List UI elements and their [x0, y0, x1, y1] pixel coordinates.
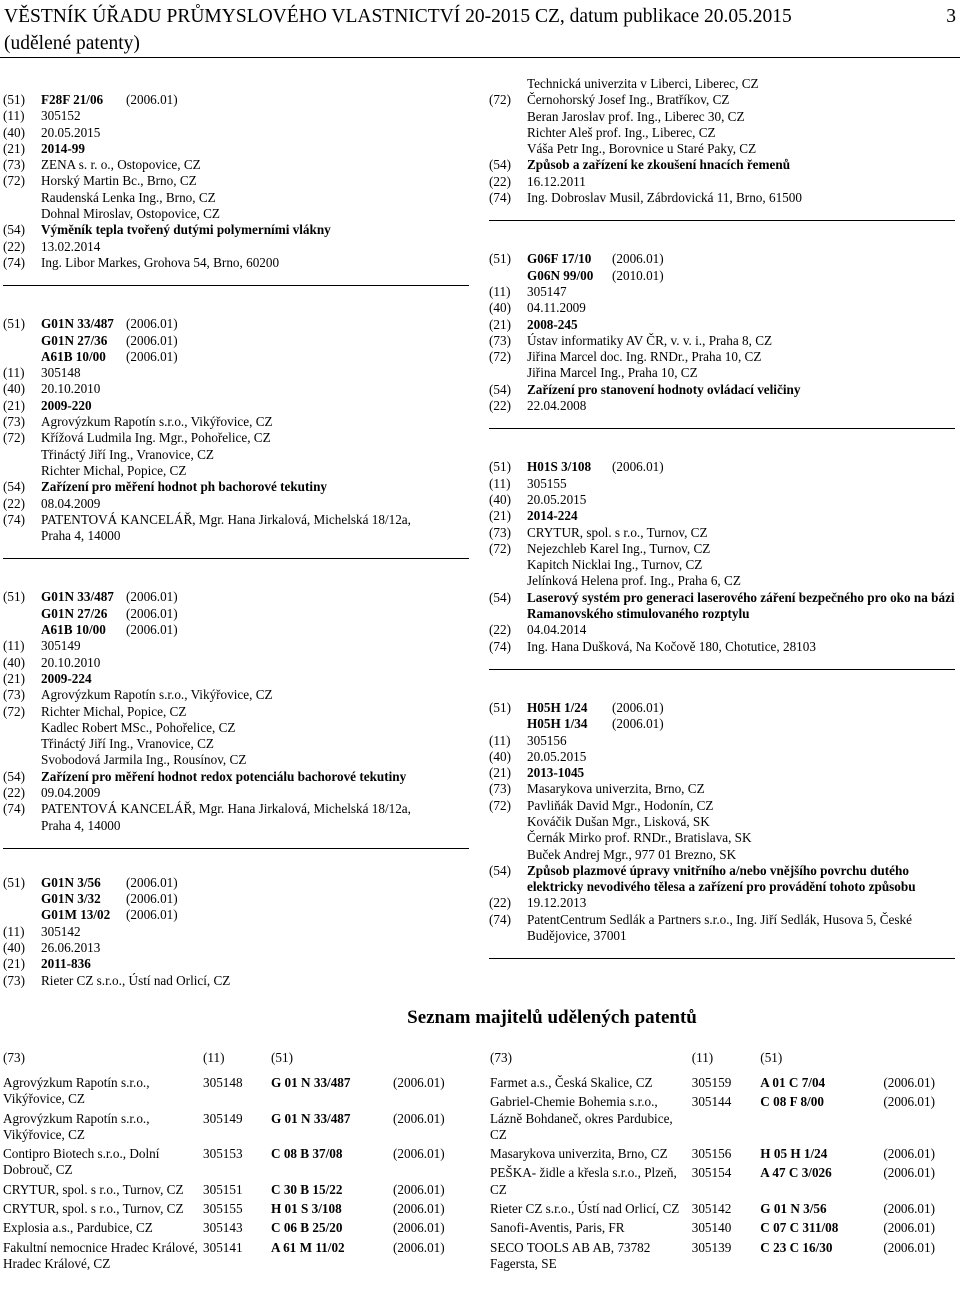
inventor: Richter Michal, Popice, CZ [41, 703, 187, 719]
record-separator [3, 848, 469, 849]
patent-title: Zařízení pro stanovení hodnoty ovládací veličiny [527, 381, 801, 397]
owner-name: CRYTUR, spol. s r.o., Turnov, CZ [3, 1181, 184, 1197]
filing-date: 09.04.2009 [41, 784, 101, 800]
patent-title: Zařízení pro měření hodnot redox potenciálu bachorové tekutiny [41, 768, 407, 784]
application-number: 2009-220 [41, 397, 92, 413]
owner-row [3, 1220, 465, 1239]
journal-subtitle: (udělené patenty) [4, 33, 140, 54]
owner-row [490, 1220, 956, 1239]
ipc-class: C 08 F 8/00 [760, 1094, 824, 1110]
patent-number: 305151 [203, 1181, 243, 1197]
patent-number: 305154 [691, 1165, 732, 1181]
publication-date: 20.05.2015 [527, 491, 587, 507]
ipc-version: (2006.01) [393, 1110, 445, 1126]
patent-record: (51) H01S 3/108 (2006.01) (11) 305155 (40) 20.05.2015 (21) 2014-224 (73) CRYTUR, spol. s r.o., Turnov, CZ (72) Nejezchleb Karel Ing., Turnov, CZ Kapitch Nicklai Ing., Turnov, CZ Jelínková Helena prof. Ing., Praha 6, CZ (54) Laserový systém pro generaci laserového záření bezpečného pro oko na bázi Ramanovského stimulovaného rozptylu (22) 04.04.2014 (74) Ing. Hana Dušková, Na Kočově 180, Chotutice, 28103 [489, 459, 959, 655]
patent-record-continued: Technická univerzita v Liberci, Liberec, CZ (72) Černohorský Josef Ing., Bratříkov, CZ Beran Jaroslav prof. Ing., Liberec 30, CZ Richter Aleš prof. Ing., Liberec, CZ Váša Petr Ing., Borovnice u Staré Paky, CZ (54) Způsob a zařízení ke zkoušení hnacích řemenů (22) 16.12.2011 (74) Ing. Dobroslav Musil, Zábrdovická 11, Brno, 61500 [489, 76, 959, 206]
patent-number: 305152 [41, 108, 81, 124]
application-number: 2008-245 [527, 316, 578, 332]
patent-number: 305148 [203, 1075, 243, 1090]
ipc-version: (2006.01) [883, 1201, 935, 1217]
owner-row [490, 1075, 956, 1094]
header-rule [0, 57, 960, 58]
owner-name: Agrovýzkum Rapotín s.r.o., Vikýřovice, CZ [3, 1110, 150, 1142]
owners-table-left [3, 1050, 465, 1275]
inventor: Černohorský Josef Ing., Bratříkov, CZ [527, 92, 730, 108]
owner-row [3, 1240, 465, 1276]
inventor: Křížová Ludmila Ing. Mgr., Pohořelice, CZ [41, 430, 271, 446]
patent-record: (51) G06F 17/10 (2006.01) G06N 99/00 (2010.01) (11) 305147 (40) 04.11.2009 (21) 2008-245 (73) Ústav informatiky AV ČR, v. v. i., Praha 8, CZ (72) Jiřina Marcel doc. Ing. RNDr., Praha 10, CZ Jiřina Marcel Ing., Praha 10, CZ (54) Zařízení pro stanovení hodnoty ovládací veličiny (22) 22.04.2008 [489, 251, 959, 414]
inventor: Jelínková Helena prof. Ing., Praha 6, CZ [527, 573, 741, 589]
col-header-number: (11) [691, 1050, 714, 1065]
patent-record: (51) F28F 21/06 (2006.01) (11) 305152 (40) 20.05.2015 (21) 2014-99 (73) ZENA s. r. o., Ostopovice, CZ (72) Horský Martin Bc., Brno, CZ Raudenská Lenka Ing., Brno, CZ Dohnal Miroslav, Ostopovice, CZ (54) Výměník tepla tvořený dutými polymerními vlákny (22) 13.02.2014 (74) Ing. Libor Markes, Grohova 54, Brno, 60200 [3, 92, 473, 271]
patent-number: 305141 [203, 1239, 243, 1255]
ipc-class: H05H 1/34 [527, 716, 588, 732]
owner-name: PEŠKA- židle a křesla s.r.o., Plzeň, CZ [490, 1165, 677, 1197]
inventor: Váša Petr Ing., Borovnice u Staré Paky, CZ [527, 141, 757, 157]
inventor: Buček Andrej Mgr., 977 01 Brezno, SK [527, 846, 737, 862]
representative: PatentCentrum Sedlák a Partners s.r.o., Ing. Jiří Sedlák, Husova 5, České Budějovice, 37001 [527, 911, 912, 944]
col-header-ipc: (51) [271, 1050, 293, 1065]
ipc-version: (2006.01) [612, 459, 664, 475]
publication-date: 20.10.2010 [41, 381, 101, 397]
representative-cont: Praha 4, 14000 [41, 528, 121, 544]
ipc-class: G 01 N 3/56 [760, 1201, 827, 1217]
owner-row [3, 1111, 465, 1147]
patent-record: (51) G01N 3/56 (2006.01) G01N 3/32 (2006.01) G01M 13/02 (2006.01) (11) 305142 (40) 26.06.2013 (21) 2011-836 (73) Rieter CZ s.r.o., Ústí nad Orlicí, CZ [3, 875, 473, 989]
patent-title: Způsob a zařízení ke zkoušení hnacích řemenů [527, 157, 791, 173]
representative: Ing. Hana Dušková, Na Kočově 180, Chotutice, 28103 [527, 638, 816, 654]
owner: Agrovýzkum Rapotín s.r.o., Vikýřovice, CZ [41, 687, 273, 703]
inventor: Kováčik Dušan Mgr., Lisková, SK [527, 813, 710, 829]
patent-number: 305147 [527, 283, 567, 299]
record-separator [3, 558, 469, 559]
ipc-class: H05H 1/24 [527, 699, 588, 715]
patent-number: 305142 [691, 1201, 732, 1217]
publication-date: 26.06.2013 [41, 940, 101, 956]
patent-number: 305159 [691, 1075, 732, 1090]
publication-date: 20.05.2015 [527, 748, 587, 764]
ipc-class: G01N 27/26 [41, 605, 108, 621]
col-header-ipc: (51) [760, 1050, 783, 1065]
filing-date: 19.12.2013 [527, 895, 587, 911]
record-separator [3, 285, 469, 286]
owner-row [490, 1094, 956, 1146]
inventor: Raudenská Lenka Ing., Brno, CZ [41, 189, 216, 205]
ipc-version: (2006.01) [612, 251, 664, 267]
owners-section-title: Seznam majitelů udělených patentů [407, 1007, 697, 1028]
patent-number: 305148 [41, 365, 81, 381]
owner-name: Agrovýzkum Rapotín s.r.o., Vikýřovice, CZ [3, 1075, 150, 1107]
left-column [3, 92, 473, 989]
ipc-version: (2006.01) [612, 699, 664, 715]
patent-number: 305149 [203, 1110, 243, 1126]
patent-number: 305155 [203, 1201, 243, 1217]
patent-number: 305139 [691, 1239, 732, 1255]
owner-row [3, 1201, 465, 1220]
ipc-class: G01N 33/487 [41, 589, 114, 605]
ipc-class: C 08 B 37/08 [271, 1146, 343, 1162]
representative: PATENTOVÁ KANCELÁŘ, Mgr. Hana Jirkalová, Michelská 18/12a, [41, 801, 411, 817]
inventor: Svobodová Jarmila Ing., Rousínov, CZ [41, 752, 247, 768]
inventor: Pavliňák David Mgr., Hodonín, CZ [527, 797, 714, 813]
owner: CRYTUR, spol. s r.o., Turnov, CZ [527, 524, 708, 540]
patent-number: 305156 [527, 732, 567, 748]
col-header-owner: (73) [3, 1050, 25, 1065]
filing-date: 08.04.2009 [41, 495, 101, 511]
ipc-version: (2006.01) [126, 622, 178, 638]
inventor: Dohnal Miroslav, Ostopovice, CZ [41, 206, 220, 222]
ipc-class: H 05 H 1/24 [760, 1146, 828, 1162]
ipc-version: (2006.01) [393, 1075, 445, 1090]
ipc-version: (2006.01) [126, 92, 178, 107]
inventor: Černák Mirko prof. RNDr., Bratislava, SK [527, 830, 752, 846]
ipc-class: C 07 C 311/08 [760, 1220, 839, 1236]
record-separator [489, 428, 955, 429]
ipc-version: (2006.01) [883, 1165, 935, 1181]
patent-number: 305156 [691, 1146, 732, 1162]
owner: ZENA s. r. o., Ostopovice, CZ [41, 157, 201, 173]
inventor: Horský Martin Bc., Brno, CZ [41, 173, 197, 189]
owner-continued: Technická univerzita v Liberci, Liberec, CZ [527, 76, 759, 91]
inventor: Jiřina Marcel doc. Ing. RNDr., Praha 10, CZ [527, 349, 762, 365]
filing-date: 16.12.2011 [527, 173, 586, 189]
inventor: Richter Michal, Popice, CZ [41, 462, 187, 478]
ipc-class: G01N 33/487 [41, 316, 114, 332]
ipc-class: G01N 27/36 [41, 332, 108, 348]
patent-title: Způsob plazmové úpravy vnitřního a/nebo vnějšího povrchu dutého elektricky nevodivého tělesa a zařízení pro provádění tohoto způsobu [527, 862, 916, 895]
ipc-class: F28F 21/06 [41, 92, 104, 107]
owner-row [490, 1240, 956, 1276]
application-number: 2014-224 [527, 508, 578, 524]
ipc-class: C 06 B 25/20 [271, 1220, 343, 1236]
owner: Agrovýzkum Rapotín s.r.o., Vikýřovice, CZ [41, 414, 273, 430]
ipc-version: (2006.01) [126, 348, 178, 364]
ipc-version: (2006.01) [393, 1220, 445, 1236]
ipc-class: A61B 10/00 [41, 622, 106, 638]
patent-title: Laserový systém pro generaci laserového záření bezpečného pro oko na bázi Ramanovského stimulovaného rozptylu [527, 589, 955, 622]
inventor: Třináctý Jiří Ing., Vranovice, CZ [41, 736, 214, 752]
patent-number: 305144 [691, 1094, 732, 1110]
ipc-class: G 01 N 33/487 [271, 1110, 351, 1126]
ipc-class: A 47 C 3/026 [760, 1165, 832, 1181]
ipc-version: (2006.01) [612, 716, 664, 732]
record-separator [489, 669, 955, 670]
ipc-class: G 01 N 33/487 [271, 1075, 351, 1090]
ipc-version: (2006.01) [126, 589, 178, 605]
ipc-class: G01M 13/02 [41, 907, 111, 923]
owner-name: CRYTUR, spol. s r.o., Turnov, CZ [3, 1201, 184, 1217]
owner-row [3, 1182, 465, 1201]
owner-row [490, 1165, 956, 1201]
owner-row [3, 1075, 465, 1111]
owner-row [490, 1201, 956, 1220]
inventor: Kapitch Nicklai Ing., Turnov, CZ [527, 557, 703, 573]
owners-table-right [490, 1050, 956, 1275]
ipc-class: H 01 S 3/108 [271, 1201, 342, 1217]
col-header-owner: (73) [490, 1050, 512, 1065]
filing-date: 22.04.2008 [527, 398, 587, 414]
publication-date: 20.05.2015 [41, 124, 101, 140]
ipc-version: (2006.01) [126, 605, 178, 621]
ipc-version: (2006.01) [393, 1201, 445, 1217]
ipc-class: H01S 3/108 [527, 459, 592, 475]
record-separator [489, 220, 955, 221]
owner: Rieter CZ s.r.o., Ústí nad Orlicí, CZ [41, 972, 231, 988]
owner-name: Sanofi-Aventis, Paris, FR [490, 1220, 625, 1236]
inventor: Třináctý Jiří Ing., Vranovice, CZ [41, 446, 214, 462]
owner-row [490, 1146, 956, 1165]
inventor: Kadlec Robert MSc., Pohořelice, CZ [41, 719, 236, 735]
application-number: 2014-99 [41, 140, 85, 156]
owner-name: Contipro Biotech s.r.o., Dolní Dobrouč, CZ [3, 1146, 160, 1178]
ipc-version: (2006.01) [883, 1220, 935, 1236]
owner-name: Rieter CZ s.r.o., Ústí nad Orlicí, CZ [490, 1201, 680, 1217]
ipc-version: (2006.01) [126, 891, 178, 907]
page-number: 3 [946, 6, 956, 27]
filing-date: 04.04.2014 [527, 622, 587, 638]
ipc-class: C 30 B 15/22 [271, 1181, 343, 1197]
owner-name: Farmet a.s., Česká Skalice, CZ [490, 1075, 653, 1090]
ipc-version: (2006.01) [883, 1239, 935, 1255]
patent-title: Zařízení pro měření hodnot ph bachorové tekutiny [41, 479, 327, 495]
ipc-class: A 01 C 7/04 [760, 1075, 826, 1090]
ipc-version: (2006.01) [393, 1146, 445, 1162]
representative: Ing. Libor Markes, Grohova 54, Brno, 60200 [41, 254, 280, 270]
application-number: 2011-836 [41, 956, 91, 972]
patent-number: 305143 [203, 1220, 243, 1236]
ipc-version: (2010.01) [612, 267, 664, 283]
ipc-version: (2006.01) [126, 874, 178, 890]
owner-name: Gabriel-Chemie Bohemia s.r.o., Lázně Bohdaneč, okres Pardubice, CZ [490, 1094, 673, 1142]
owner: Ústav informatiky AV ČR, v. v. i., Praha 8, CZ [527, 332, 773, 348]
col-header-number: (11) [203, 1050, 225, 1065]
patent-record: (51) G01N 33/487 (2006.01) G01N 27/36 (2006.01) A61B 10/00 (2006.01) (11) 305148 (40) 20.10.2010 (21) 2009-220 (73) Agrovýzkum Rapotín s.r.o., Vikýřovice, CZ (72) Křížová Ludmila Ing. Mgr., Pohořelice, CZ Třináctý Jiří Ing., Vranovice, CZ Richter Michal, Popice, CZ (54) Zařízení pro měření hodnot ph bachorové tekutiny (22) 08.04.2009 (74) PATENTOVÁ KANCELÁŘ, Mgr. Hana Jirkalová, Michelská 18/12a, Praha 4, 14000 [3, 316, 473, 544]
inventor: Beran Jaroslav prof. Ing., Liberec 30, CZ [527, 108, 745, 124]
inventor: Jiřina Marcel Ing., Praha 10, CZ [527, 365, 698, 381]
publication-date: 20.10.2010 [41, 654, 101, 670]
ipc-class: G06F 17/10 [527, 251, 592, 267]
page-header [4, 3, 956, 57]
owner-row [3, 1146, 465, 1182]
representative: Ing. Dobroslav Musil, Zábrdovická 11, Brno, 61500 [527, 190, 802, 206]
patent-title: Výměník tepla tvořený dutými polymerními vlákny [41, 222, 331, 238]
ipc-version: (2006.01) [393, 1181, 445, 1197]
ipc-version: (2006.01) [126, 907, 178, 923]
patent-number: 305153 [203, 1146, 243, 1162]
representative-cont: Praha 4, 14000 [41, 817, 121, 833]
filing-date: 13.02.2014 [41, 238, 101, 254]
record-separator [489, 958, 955, 959]
right-column [489, 76, 959, 989]
ipc-version: (2006.01) [393, 1239, 445, 1255]
journal-title: VĚSTNÍK ÚŘADU PRŮMYSLOVÉHO VLASTNICTVÍ 20-2015 CZ, datum publikace 20.05.2015 [4, 6, 792, 27]
owner-name: Fakultní nemocnice Hradec Králové, Hradec Králové, CZ [3, 1239, 198, 1271]
ipc-version: (2006.01) [126, 316, 178, 332]
ipc-class: G06N 99/00 [527, 267, 594, 283]
representative: PATENTOVÁ KANCELÁŘ, Mgr. Hana Jirkalová, Michelská 18/12a, [41, 511, 411, 527]
patent-number: 305155 [527, 475, 567, 491]
ipc-version: (2006.01) [126, 332, 178, 348]
ipc-class: G01N 3/56 [41, 874, 101, 890]
patent-number: 305140 [691, 1220, 732, 1236]
ipc-class: A 61 M 11/02 [271, 1239, 345, 1255]
patent-number: 305142 [41, 923, 81, 939]
owner-name: Masarykova univerzita, Brno, CZ [490, 1146, 668, 1162]
publication-date: 04.11.2009 [527, 300, 586, 316]
patent-record: (51) H05H 1/24 (2006.01) H05H 1/34 (2006.01) (11) 305156 (40) 20.05.2015 (21) 2013-1045 (73) Masarykova univerzita, Brno, CZ (72) Pavliňák David Mgr., Hodonín, CZ Kováčik Dušan Mgr., Lisková, SK Černák Mirko prof. RNDr., Bratislava, SK Buček Andrej Mgr., 977 01 Brezno, SK (54) Způsob plazmové úpravy vnitřního a/nebo vnějšího povrchu dutého elektricky nevodivého tělesa a zařízení pro provádění tohoto způsobu (22) 19.12.2013 (74) PatentCentrum Sedlák a Partners s.r.o., Ing. Jiří Sedlák, Husova 5, České Budějovice, 37001 [489, 700, 959, 944]
ipc-class: A61B 10/00 [41, 348, 106, 364]
owner-name: SECO TOOLS AB AB, 73782 Fagersta, SE [490, 1239, 651, 1271]
ipc-version: (2006.01) [883, 1075, 935, 1090]
patent-record: (51) G01N 33/487 (2006.01) G01N 27/26 (2006.01) A61B 10/00 (2006.01) (11) 305149 (40) 20.10.2010 (21) 2009-224 (73) Agrovýzkum Rapotín s.r.o., Vikýřovice, CZ (72) Richter Michal, Popice, CZ Kadlec Robert MSc., Pohořelice, CZ Třináctý Jiří Ing., Vranovice, CZ Svobodová Jarmila Ing., Rousínov, CZ (54) Zařízení pro měření hodnot redox potenciálu bachorové tekutiny (22) 09.04.2009 (74) PATENTOVÁ KANCELÁŘ, Mgr. Hana Jirkalová, Michelská 18/12a, Praha 4, 14000 [3, 589, 473, 833]
patent-number: 305149 [41, 638, 81, 654]
ipc-class: C 23 C 16/30 [760, 1239, 833, 1255]
owner: Masarykova univerzita, Brno, CZ [527, 781, 705, 797]
owner-name: Explosia a.s., Pardubice, CZ [3, 1220, 153, 1236]
ipc-version: (2006.01) [883, 1094, 935, 1110]
inventor: Nejezchleb Karel Ing., Turnov, CZ [527, 540, 711, 556]
application-number: 2009-224 [41, 670, 92, 686]
application-number: 2013-1045 [527, 765, 585, 781]
inventor: Richter Aleš prof. Ing., Liberec, CZ [527, 124, 716, 140]
ipc-version: (2006.01) [883, 1146, 935, 1162]
ipc-class: G01N 3/32 [41, 891, 101, 907]
